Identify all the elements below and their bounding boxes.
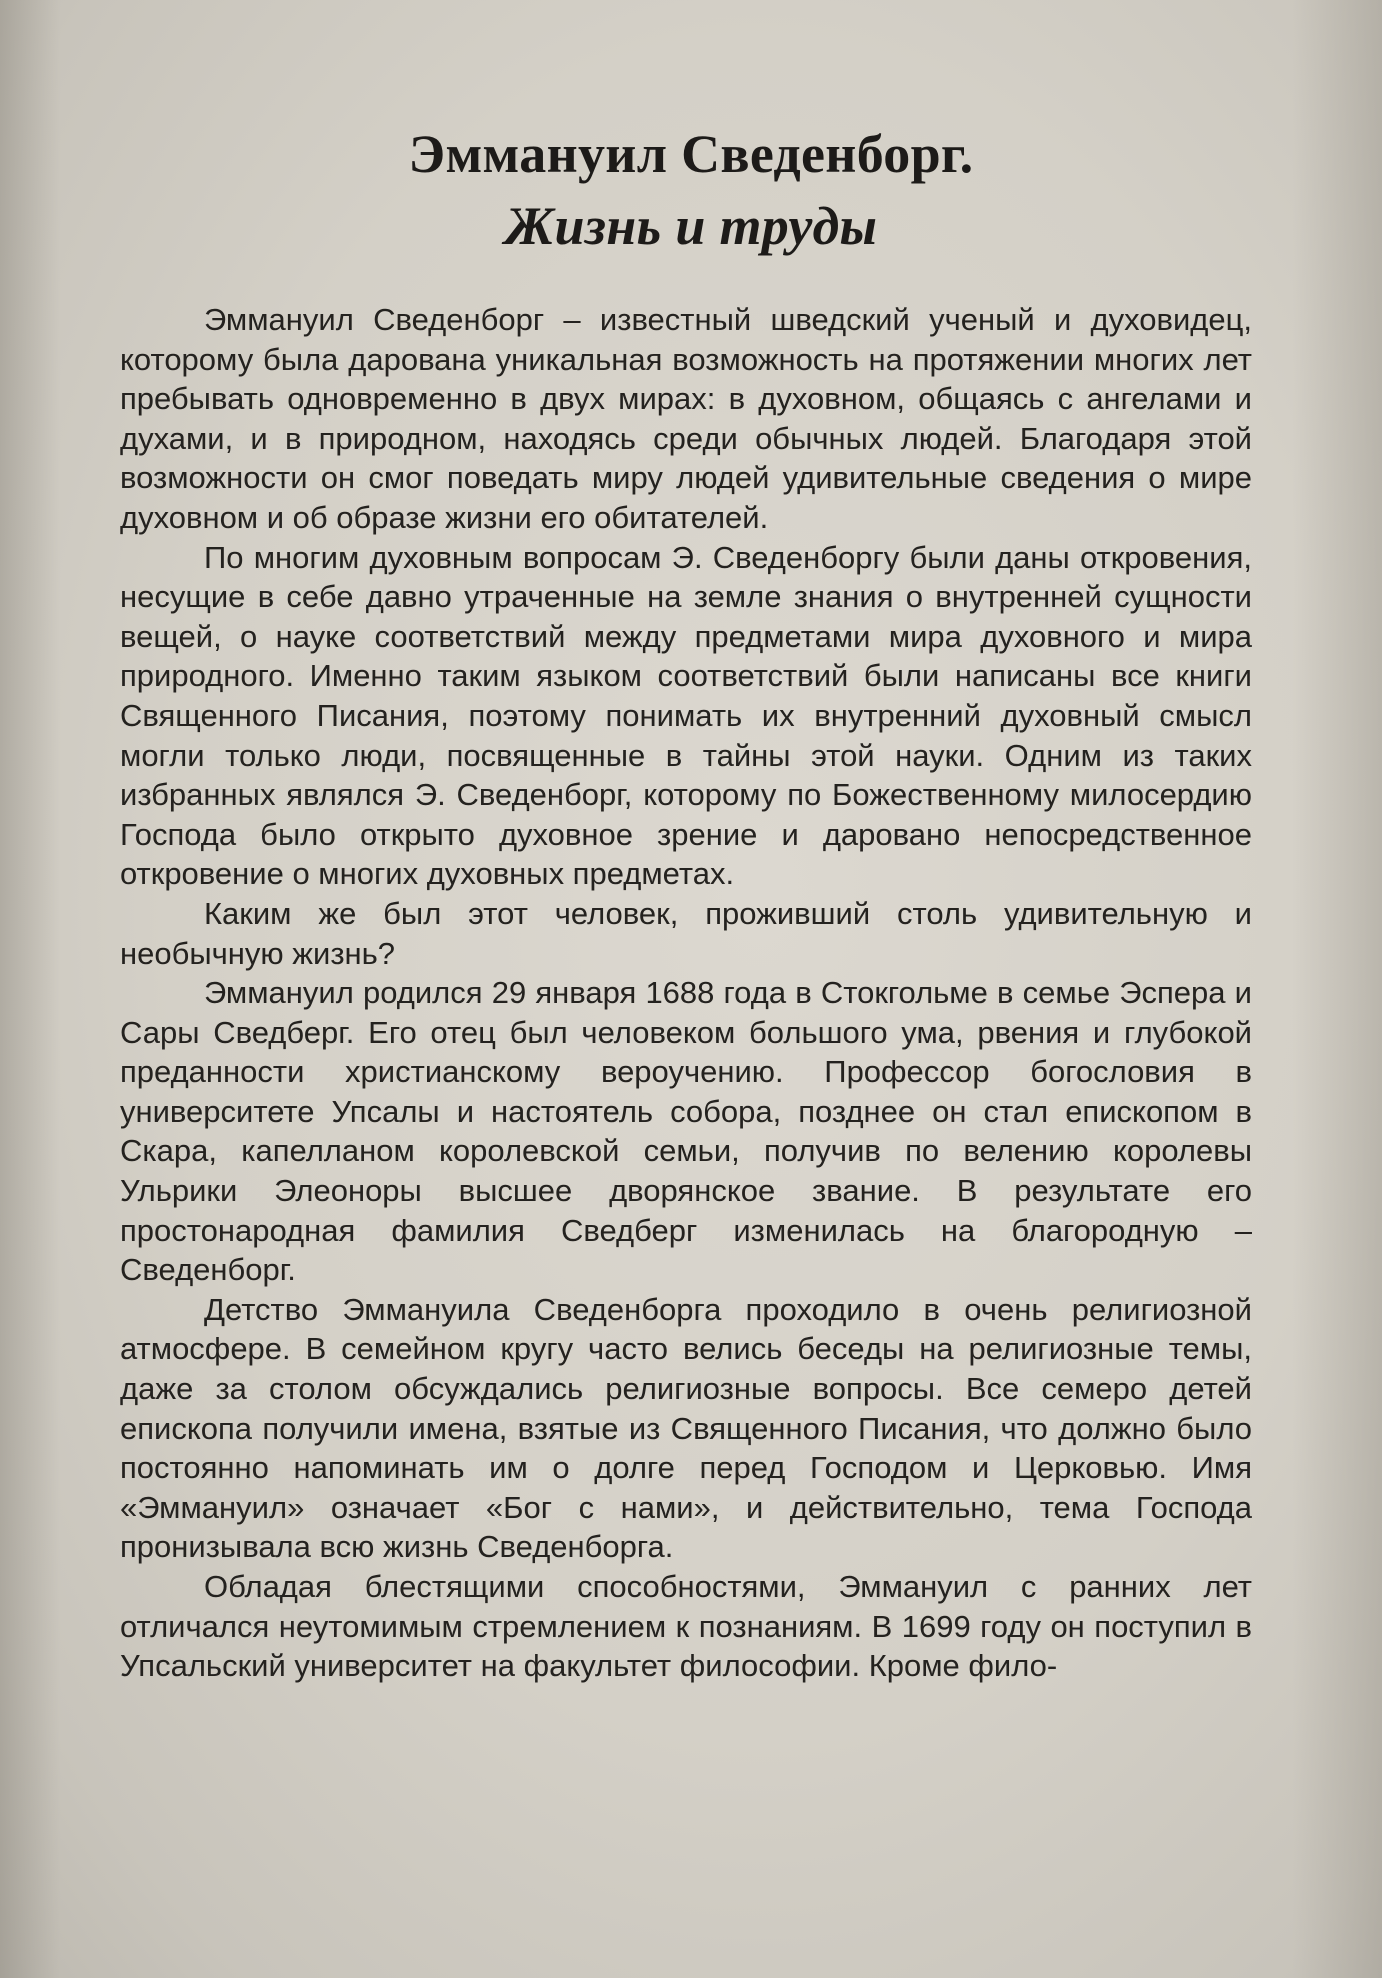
title-line-1: Эммануил Сведенборг. — [408, 124, 974, 184]
paragraph-2: По многим духовным вопросам Э. Сведенборгу были даны откровения, несущие в себе давно утраченные на земле знания о внутренней сущности вещей, о науке соответствий между предметами мира духовного и мира природного. Именно таким языком соответствий были написаны все книги Священного Писания, поэтому понимать их внутренний духовный смысл могли только люди, посвященные в тайны этой науки. Одним из таких избранных являлся Э. Сведенборг, которому по Божественному милосердию Господа было открыто духовное зрение и даровано непосредственное откровение о многих духовных предметах. — [120, 539, 1252, 892]
paragraph-5: Детство Эммануила Сведенборга проходило в очень религиозной атмосфере. В семейном кругу часто велись беседы на религиозные темы, даже за столом обсуждались религиозные вопросы. Все семеро детей епископа получили имена, взятые из Священного Писания, что должно было постоянно напоминать им о долге перед Господом и Церковью. Имя «Эммануил» означает «Бог с нами», и действительно, тема Господа пронизывала всю жизнь Сведенборга. — [120, 1291, 1252, 1565]
paragraph-6: Обладая блестящими способностями, Эммануил с ранних лет отличался неутомимым стремлением к познаниям. В 1699 году он поступил в Упсальский университет на факультет философии. Кроме фило- — [120, 1569, 1252, 1684]
paragraph-4: Эммануил родился 29 января 1688 года в Стокгольме в семье Эспера и Сары Сведберг. Его отец был человеком большого ума, рвения и глубокой преданности христианскому вероучению. Профессор богословия в университете Упсалы и настоятель собора, позднее он стал епископом в Скара, капелланом королевской семьи, получив по велению королевы Ульрики Элеоноры высшее дворянское звание. В результате его простонародная фамилия Сведберг изменилась на благородную – Сведенборг. — [120, 975, 1252, 1288]
paragraph-1: Эммануил Сведенборг – известный шведский ученый и духовидец, которому была дарована уникальная возможность на протяжении многих лет пребывать одновременно в двух мирах: в духовном, общаясь с ангелами и духами, и в природном, находясь среди обычных людей. Благодаря этой возможности он смог поведать миру людей удивительные сведения о мире духовном и об образе жизни его обитателей. — [120, 302, 1252, 535]
title-line-2: Жизнь и труды — [504, 196, 878, 256]
chapter-title — [0, 118, 1382, 262]
body-text — [120, 300, 1252, 1686]
paragraph-3: Каким же был этот человек, проживший столь удивительную и необычную жизнь? — [120, 895, 1252, 971]
